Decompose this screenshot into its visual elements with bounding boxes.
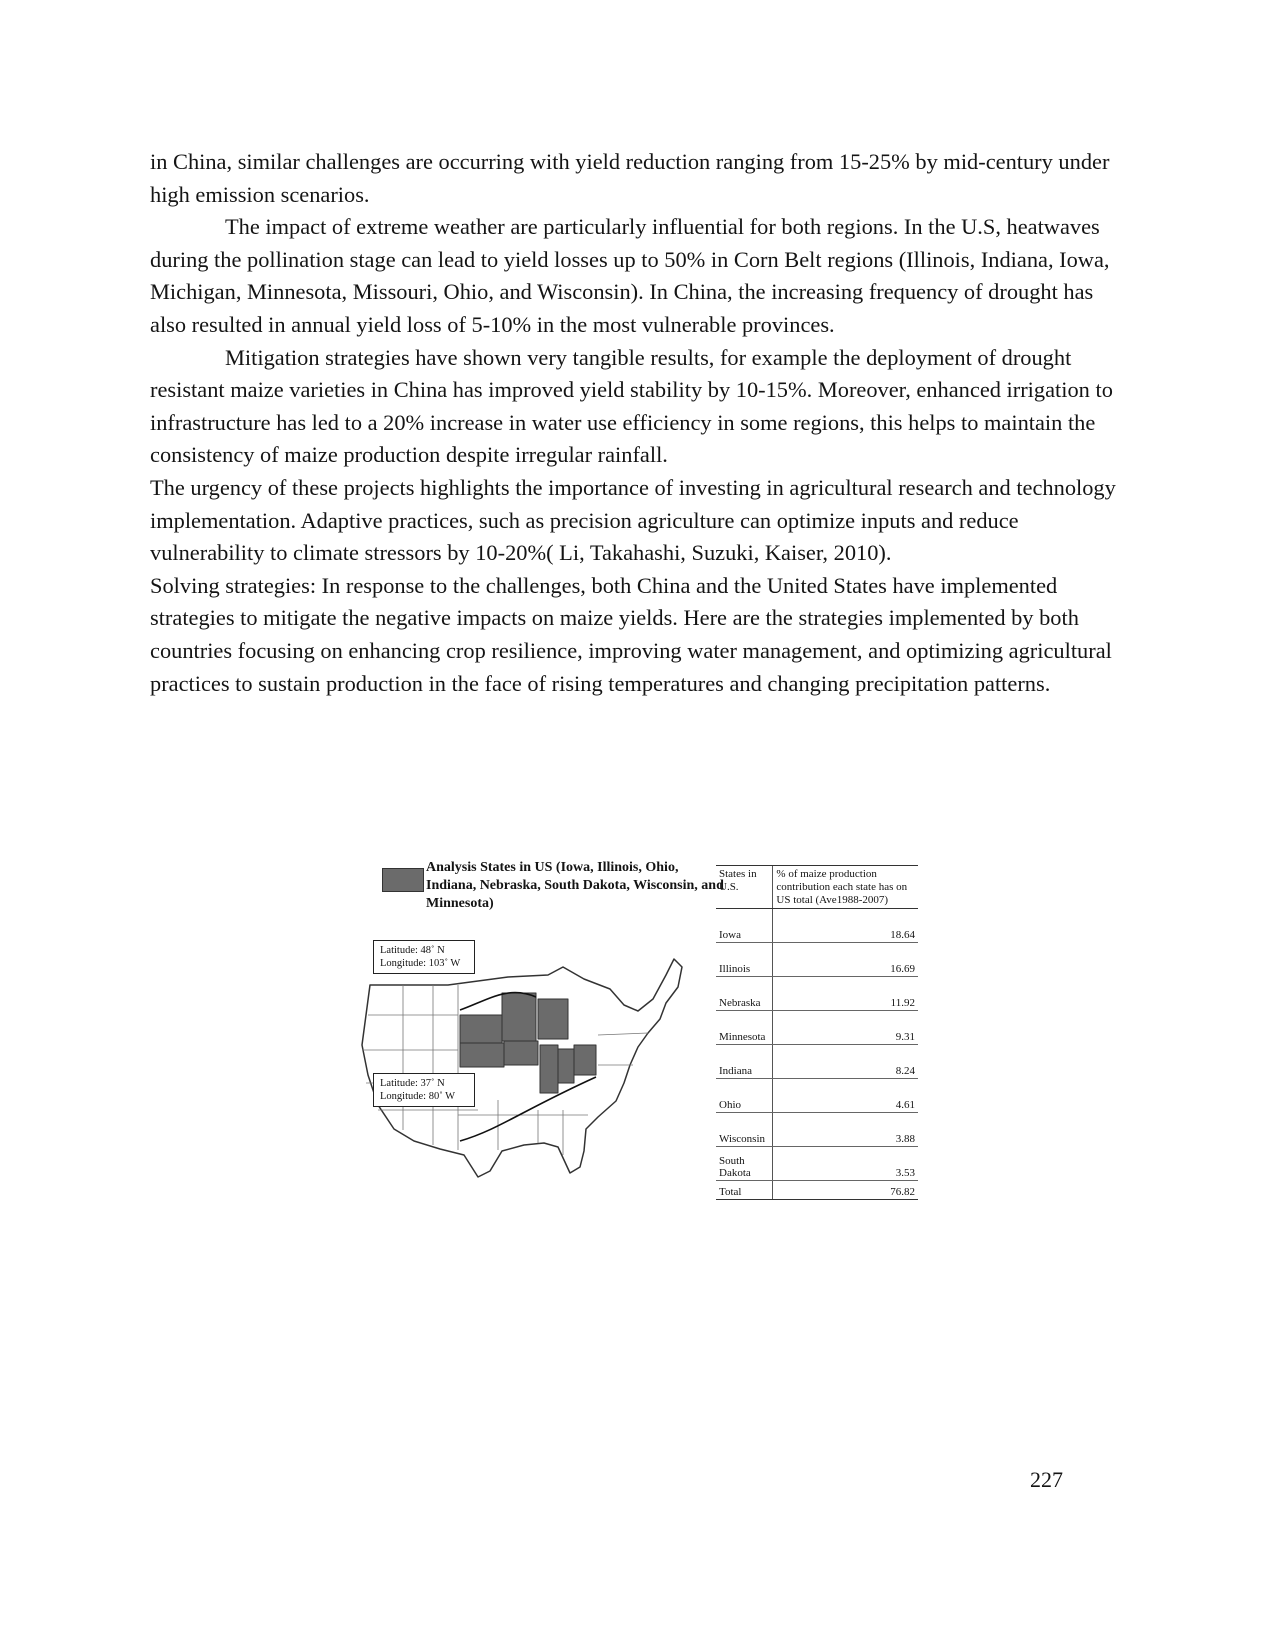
- header-states: States in U.S.: [716, 866, 773, 909]
- state-value: 4.61: [773, 1079, 918, 1113]
- table-row: [716, 943, 918, 977]
- state-value: 3.88: [773, 1113, 918, 1147]
- state-value: 11.92: [773, 977, 918, 1011]
- paragraph-3: Mitigation strategies have shown very tangible results, for example the deployment of drought resistant maize varieties in China has improved yield stability by 10-15%. Moreover, enhanced irrigation to infrastructure has led to a 20% increase in water use efficiency in some regions, this helps to maintain the consistency of maize production despite irregular rainfall.: [150, 344, 1113, 468]
- longitude-label: Longitude: 80˚ W: [380, 1091, 456, 1102]
- state-illinois: [540, 1045, 558, 1093]
- coordinate-box-north-west: [373, 940, 475, 974]
- table-total-row: [716, 1181, 918, 1200]
- latitude-label: Latitude: 48˚ N: [380, 945, 445, 956]
- paragraph-1: in China, similar challenges are occurring with yield reduction ranging from 15-25% by mid-century under high emission scenarios.: [150, 149, 1110, 207]
- state-value: 9.31: [773, 1011, 918, 1045]
- state-name: Nebraska: [716, 977, 773, 1011]
- state-value: 8.24: [773, 1045, 918, 1079]
- state-name: Illinois: [716, 943, 773, 977]
- maize-production-table: [716, 865, 918, 1200]
- state-name: Indiana: [716, 1045, 773, 1079]
- legend-swatch: [382, 868, 424, 892]
- coordinate-box-south-east: [373, 1073, 475, 1107]
- table-row: [716, 1147, 918, 1181]
- us-outline: [362, 959, 682, 1177]
- paragraph-2: The impact of extreme weather are particularly influential for both regions. In the U.S, heatwaves during the pollination stage can lead to yield losses up to 50% in Corn Belt regions (Illinois, Indiana, Iowa, Michigan, Minnesota, Missouri, Ohio, and Wisconsin). In China, the increasing frequency of drought has also resulted in annual yield loss of 5-10% in the most vulnerable provinces.: [150, 214, 1110, 337]
- paragraph-5: Solving strategies: In response to the challenges, both China and the United States have implemented strategies to mitigate the negative impacts on maize yields. Here are the strategies implemented by both countries focusing on enhancing crop resilience, improving water management, and optimizing agricultural practices to sustain production in the face of rising temperatures and changing precipitation patterns.: [150, 572, 1112, 696]
- state-iowa: [504, 1041, 538, 1065]
- state-ohio: [574, 1045, 596, 1075]
- table-header-row: [716, 866, 918, 909]
- header-percent-production: % of maize production contribution each state has on US total (Ave1988-2007): [773, 866, 918, 909]
- figure-us-maize-states: [348, 855, 918, 1245]
- state-name: Ohio: [716, 1079, 773, 1113]
- latitude-label: Latitude: 37˚ N: [380, 1078, 445, 1089]
- paragraph-4: The urgency of these projects highlights the importance of investing in agricultural research and technology implementation. Adaptive practices, such as precision agriculture can optimize inputs and reduce vulnerability to climate stressors by 10-20%( Li, Takahashi, Suzuki, Kaiser, 2010).: [150, 474, 1116, 566]
- table-row: [716, 1113, 918, 1147]
- total-value: 76.82: [773, 1181, 918, 1200]
- state-name: Iowa: [716, 909, 773, 943]
- state-name: Minnesota: [716, 1011, 773, 1045]
- table-row: [716, 977, 918, 1011]
- state-south-dakota: [460, 1015, 502, 1043]
- state-nebraska: [460, 1043, 504, 1067]
- table-row: [716, 909, 918, 943]
- total-label: Total: [716, 1181, 773, 1200]
- longitude-label: Longitude: 103˚ W: [380, 958, 461, 969]
- legend-text: Analysis States in US (Iowa, Illinois, Ohio, Indiana, Nebraska, South Dakota, Wisconsin, and Minnesota): [426, 860, 724, 911]
- state-value: 16.69: [773, 943, 918, 977]
- state-name: Wisconsin: [716, 1113, 773, 1147]
- body-text: [150, 146, 1130, 700]
- page-number: 227: [1030, 1467, 1063, 1492]
- table-row: [716, 1045, 918, 1079]
- state-value: 18.64: [773, 909, 918, 943]
- state-minnesota: [502, 993, 536, 1041]
- table-row: [716, 1079, 918, 1113]
- state-indiana: [558, 1049, 574, 1083]
- state-value: 3.53: [773, 1147, 918, 1181]
- state-wisconsin: [538, 999, 568, 1039]
- map-legend: [348, 855, 724, 915]
- table-row: [716, 1011, 918, 1045]
- state-name: South Dakota: [716, 1147, 773, 1181]
